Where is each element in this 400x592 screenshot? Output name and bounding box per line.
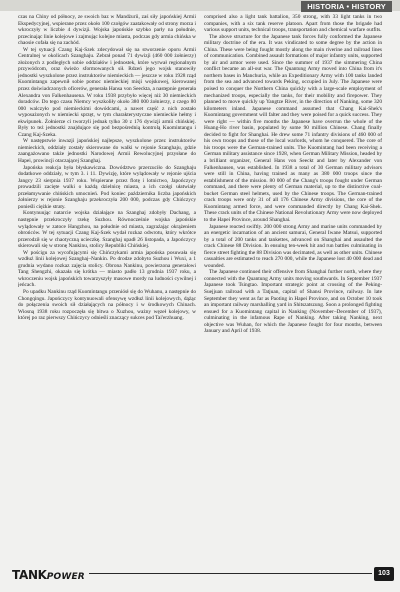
body-paragraph: Japońska reakcja była błyskawiczna. Dowództwo przerzuciło do Szanghaju dodatkowe oddziały, w tym 3. i 11. Dywizję, które wylądowały w rejonie ujścia Jangcy 23 sierpnia 1937 roku. Wspierane przez flotę i lotnictwo, Japończycy prowadzili zacięte walki o każdą dzielnicę miasta, a ich czołgi ułatwiały przełamywanie chińskich umocnień. Pod koniec października liczba japońskich żołnierzy w rejonie Szanghaju przekroczyła 200 000, podczas gdy Chińczycy ponieśli ciężkie straty. [18, 164, 196, 210]
logo-word-tank: TANK [12, 568, 47, 582]
page-number: 103 [374, 567, 394, 581]
logo-word-power: POWER [46, 572, 85, 582]
body-paragraph: The Japanese continued their offensive from Shanghai further north, where they connected with the Quantung Army units moving southwards. In September 1937 Japanese took Tsingtao. Important strategic point at crossing of the Peking-Suejjuan railroad with a Tatjuan, capital of Shansi Province, railway. In late September they went as far as Paoting in Hapei Province, and on October 10 took an important railway marshalling yard in Shitszatszung. Soon a prolonged fighting ensued for a Kuomintang capital in Nanking (November–December of 1937), culminating in the infamous Rape of Nanking. After taking Nanking, next objective was Wuhan, for which the Japanese fought for four months, between January and April of 1938. [204, 269, 382, 335]
header-band [0, 0, 400, 11]
body-paragraph: W tej sytuacji Czang Kaj-Szek zdecydował się na stworzenie oporu Armii Centralnej w okolicach Szanghaju. Zebrał ponad 71 dywizji (460 000 żołnierzy) złożonych z podległych sobie oddziałów i jednostek, które wyrwał regionalnym przywódcom, oraz świeżo sformowanych sił. Rdzeń jego wojsk stanowiły jednostki wyszkolone przez instruktorów niemieckich — jeszcze w roku 1928 rząd Kuomintangu zapewnił sobie pomoc niemieckiej misji wojskowej, kierowanej przez doświadczonych oficerów, generała Hansa von Seeckta, a następnie generała Alexandra von Falkenhausena. W roku 1938 przybyło więcej niż 30 niemieckich doradców. Do tego czasu Niemcy wyszkoliły około 380 000 żołnierzy, z czego 80 000 walczyło pod niemieckimi dowódcami, a nawet część z nich zostało wyposażonych w niemiecki sprzęt, w tym charakterystyczne niemieckie hełmy i ekwipunek. Żołnierze ci tworzyli jednak tylko 30 z 176 dywizji armii chińskiej. Były to też jednostki znajdujące się pod bezpośrednią kontrolą Kuomintangu i Czang Kaj-Szeka. [18, 46, 196, 138]
body-paragraph: W pościgu za wycofującymi się Chińczykami armia japońska posuwała się wzdłuż linii kolejowej Szanghaj–Nankin. Po drodze zdobyto Suzhou i Wuxi, a 1 grudnia wydano rozkaz zajęcia stolicy. Obrona Nankinu, powierzona generałowi Tang Shengzhi, okazała się krótka — miasto padło 13 grudnia 1937 roku, a wkroczeniu wojsk japońskich towarzyszyły masowe mordy na ludności cywilnej i jeńcach. [18, 249, 196, 289]
body-paragraph: czas na Chiny od północy, ze swoich baz w Mandżurii, zaś siły japońskiej Armii Ekspedycyjnej, wspierane przez około 100 czołgów zaatakowały od strony morza i wkroczyły w liczbie 4 dywizji. Wojska japońskie szybko parły na południe, przecinając linie kolejowe i zajmując kolejne miasta, podczas gdy armia chińska w chaosie cofała się na zachód. [18, 14, 196, 47]
page-footer [0, 567, 400, 592]
body-paragraph: Po upadku Nankinu rząd Kuomintangu przeniósł się do Wuhanu, a następnie do Chongqingu. Japończycy kontynuowali ofensywę wzdłuż linii kolejowych, dążąc do połączenia swoich sił działających na północy i w środkowych Chinach. Wiosną 1938 roku rozpoczęła się bitwa o Xuzhou, ważny węzeł kolejowy, w której po raz pierwszy Chińczycy odnieśli znaczący sukces pod Tai'erzhuang. [18, 288, 196, 322]
body-paragraph: W następstwie inwazji japońskiej najlepsze, wyszkolone przez instruktorów niemieckich, oddziały zostały skierowane do walki w rejonie Szanghaju, gdzie zaangażowano także jednostki Narodowej Armii Rewolucyjnej przysłane do Hapei, prowincji otaczającej Szanghaj. [18, 138, 196, 165]
magazine-logo [10, 568, 89, 583]
body-paragraph: comprised also a light tank battalion, 350 strong, with 33 light tanks in two companies, with a six tank reserve platoon. Apart from those the brigade had various support units, technical troops, transportation and chemical warfare outfits. [204, 14, 382, 34]
english-text-column [204, 14, 382, 560]
body-paragraph: Kontynuując natarcie wojska działające na Szanghaj zdobyły Dachang, a następnie przekroczyły rzekę Suzhou. Równocześnie wojska japońskie wylądowały w zatoce Hangzhou, na południe od miasta, zagrażając okrążeniem obrońców. W tej sytuacji Czang Kaj-Szek wydał rozkaz odwrotu, który wkrótce przerodził się w chaotyczną ucieczkę. Szanghaj upadł 26 listopada, a Japończycy skierowali się w stronę Nankinu, stolicy Republiki Chińskiej. [18, 210, 196, 250]
body-paragraph: The above structure for the Japanese tank forces fully conformed the Japanese military doctrine of the era. It was vindicated to some degree by the action in China. These were being fought mostly along the main riverine and railroad lines of communication. Combined assault formations of major infantry units, supported by air and armor were used. Since the summer of 1937 the simmering China conflict became an all-out war. The Quantung Army moved into China from it's northern bases in Manchuria, while an Expeditionary Army with 100 tanks landed from the sea and advanced towards Peking, occupied in July. The Japanese were poised to conquer the Northern China quickly with a large-scale employment of mechanized troops, especially the tanks, for their mobility and firepower. They planned to move quickly up Yangtze River, in the direction of Nanking, some 320 kilometers inland. Japanese command assumed that Chang Kai-Shek's Kuomintang government will falter and they were poised for a quick success. They were right — within five months the Japanese have overrun the whole of the Huang-Ho river basin, populated by some 90 million Chinese. Chang finally decided to fight for Shanghai. He drew some 71 infantry divisions of 460 000 of his own troops and those of the local warlords, whom he conquered. The core of his troops were the German-trained units. The Kuomintang had been receiving a German military assistance since 1928, when German Military Mission, headed by a brilliant organizer, General Hans von Seeckt and later by Alexander von Falkenhausen, was established. In 1938 a total of 30 German military advisors were still in China, having trained as many as 380 000 troops since the establishment of the mission. 80 000 of the Chang's troops fought under German command, and there were plenty of German material, up to the distinctive coal-bucket German steel helmets, used by the Chinese troops. The German-trained crack troops were only 31 of all 176 Chinese Army divisions, the core of the Kuomintang armed force, and were commanded directly by Chang Kai-Shek. These crack units of the Chinese National Revolutionary Army were now deployed to the Hapei Province, around Shanghai. [204, 33, 382, 223]
body-paragraph: Japanese reacted swiftly. 200 000 strong Army and marine units commanded by an energetic incarnation of an ancient samurai, General Iwane Matsui, supported by a total of 200 tanks and tankettes, advanced on Shanghai and assaulted the crack Chinese 88 Division. In ensuing ten-week hit and run battles culminating in fierce street fighting the 88 Division was decimated, as well as other units. Chinese casualties are estimated to reach 270 000, while the Japanese lost 40 000 dead and wounded. [204, 223, 382, 269]
polish-text-column [18, 14, 196, 560]
section-tag: HISTORIA • HISTORY [301, 1, 392, 12]
